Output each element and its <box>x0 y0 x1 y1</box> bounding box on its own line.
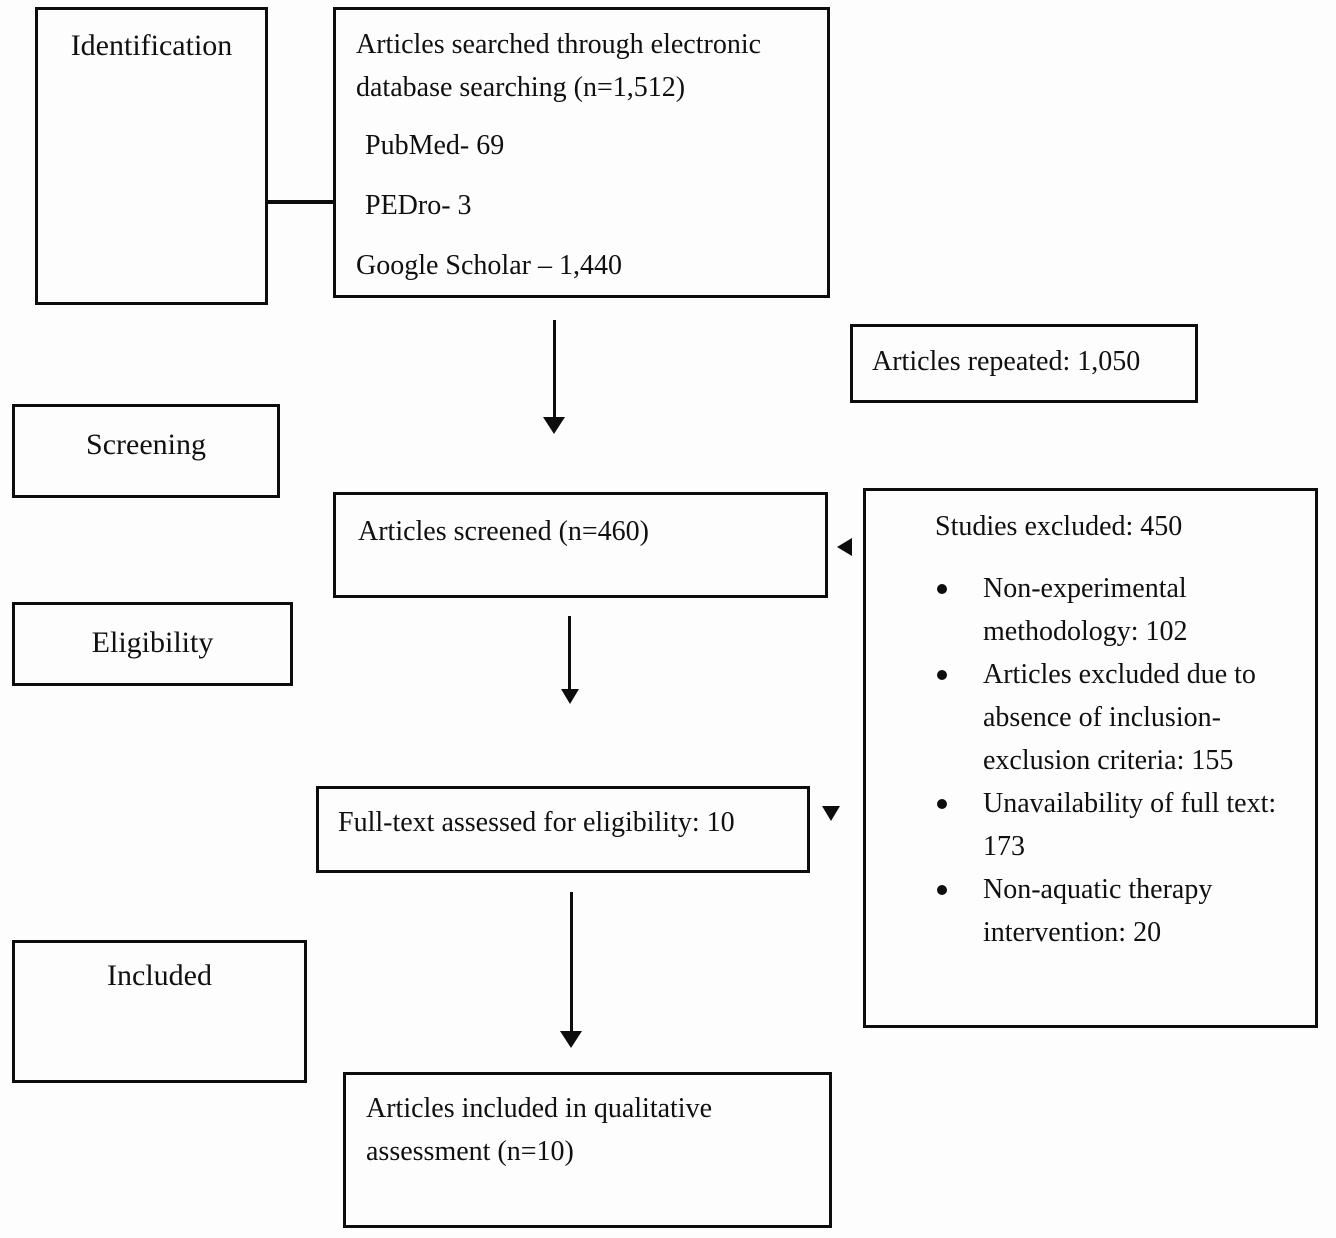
articles-included-box <box>343 1072 832 1228</box>
connector-identification-to-search <box>268 200 333 204</box>
articles-repeated-text: Articles repeated: 1,050 <box>872 346 1141 377</box>
search-source-pedro: PEDro- 3 <box>365 190 472 221</box>
left-triangle-icon <box>837 538 852 556</box>
excluded-item-text: Articles excluded due to absence of inclusion-exclusion criteria: 155 <box>983 659 1256 776</box>
stage-label-eligibility: Eligibility <box>91 626 214 659</box>
bullet-icon <box>937 799 947 809</box>
stage-box-identification <box>35 7 268 305</box>
down-triangle-icon <box>822 806 840 821</box>
fulltext-assessed-text: Full-text assessed for eligibility: 10 <box>338 807 735 838</box>
excluded-item <box>983 782 1315 868</box>
articles-repeated-box <box>850 324 1198 403</box>
excluded-item-text: Non-experimental methodology: 102 <box>983 573 1188 647</box>
studies-excluded-box <box>863 488 1318 1028</box>
bullet-icon <box>937 885 947 895</box>
arrow-line-search-to-screened <box>553 320 556 419</box>
fulltext-assessed-box <box>316 786 810 873</box>
arrow-head-screened-to-fulltext-icon <box>561 689 579 704</box>
stage-label-identification: Identification <box>70 29 233 62</box>
articles-included-text: Articles included in qualitative assessment (n=10) <box>366 1093 713 1167</box>
articles-screened-box <box>333 492 828 598</box>
stage-box-screening <box>12 404 280 498</box>
search-heading: Articles searched through electronic database searching (n=1,512) <box>356 29 762 103</box>
stage-label-screening: Screening <box>86 428 206 461</box>
bullet-icon <box>937 670 947 680</box>
search-source-google-scholar: Google Scholar – 1,440 <box>356 250 622 281</box>
articles-screened-text: Articles screened (n=460) <box>358 516 650 547</box>
stage-box-eligibility <box>12 602 293 686</box>
excluded-item <box>983 868 1315 954</box>
excluded-item <box>983 653 1315 782</box>
studies-excluded-list <box>866 567 1315 954</box>
arrow-line-fulltext-to-final <box>570 892 573 1033</box>
search-source-pubmed: PubMed- 69 <box>365 130 505 161</box>
arrow-line-screened-to-fulltext <box>568 616 571 692</box>
arrow-head-search-to-screened-icon <box>543 417 565 434</box>
bullet-icon <box>937 584 947 594</box>
excluded-item-text: Unavailability of full text: 173 <box>983 788 1277 862</box>
stage-label-included: Included <box>107 959 212 992</box>
excluded-item <box>983 567 1315 653</box>
search-results-box <box>333 7 830 298</box>
studies-excluded-title: Studies excluded: 450 <box>935 511 1183 542</box>
arrow-head-fulltext-to-final-icon <box>560 1031 582 1048</box>
stage-box-included <box>12 940 307 1083</box>
excluded-item-text: Non-aquatic therapy intervention: 20 <box>983 874 1213 948</box>
